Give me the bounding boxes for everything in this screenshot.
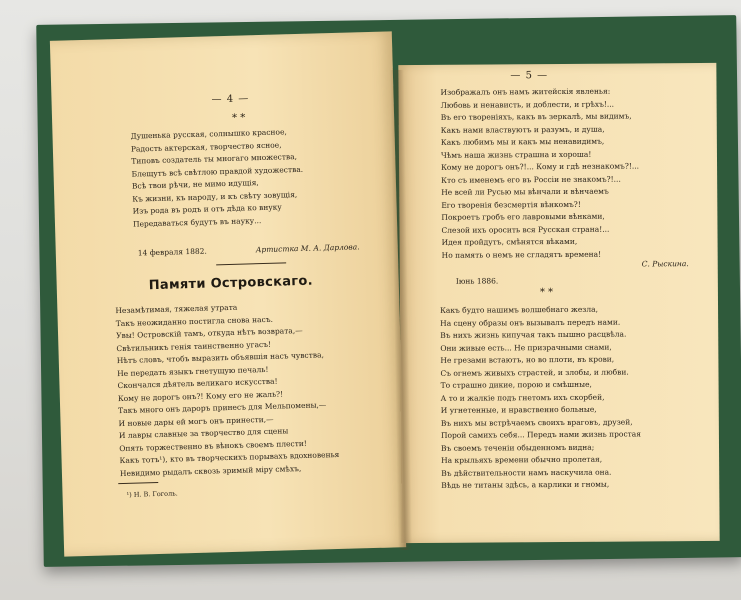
verse-line: Какъ любимъ мы и какъ мы ненавидимъ, — [440, 136, 605, 147]
verse-line: Къ жизни, къ народу, и къ свѣту зовущія, — [132, 189, 298, 204]
verse-line: Слезой ихъ оросить вся Русская страна!... — [441, 224, 610, 235]
poem-body — [115, 299, 340, 480]
poem-stanza — [440, 85, 639, 261]
verse-line: Какъ будто нашимъ волшебнаго жезла, — [440, 304, 598, 315]
verse-line: Порой самихъ себя... Передъ нами жизнь простая — [440, 429, 642, 440]
verse-line: Не передать языкъ гнетущую печаль! — [117, 364, 269, 378]
verse-line: Кому не дорогъ онъ?! Кому его не жаль?! — [117, 389, 284, 403]
footnote-divider — [118, 482, 158, 484]
verse-line: Какъ тотъ¹), кто въ творческихъ порывахъ вдохновенья — [119, 449, 340, 466]
verse-line: Невидимо рыдалъ сквозь зримый міру смѣхъ, — [119, 463, 302, 478]
page-number: — 4 — — [211, 93, 250, 106]
verse-line: Не грезами встаютъ, но во плоти, въ крови, — [440, 354, 615, 365]
verse-line: Идея пройдутъ, смѣнятся вѣками, — [441, 236, 578, 247]
footnote: ¹) Н. В. Гоголь. — [126, 489, 178, 499]
verse-line: Увы! Островскій тамъ, откуда нѣтъ возврата,— — [115, 325, 303, 341]
right-page — [398, 63, 719, 543]
stars-ornament: * * — [539, 287, 554, 299]
verse-line: На крыльяхъ времени обычно пролетая, — [441, 454, 603, 465]
left-page — [50, 31, 406, 556]
verse-line: Они живые есть... Не призрачными снами, — [440, 342, 612, 353]
signature: Артистка М. А. Дарлова. — [255, 242, 360, 255]
verse-line: А то и жалкіе подъ гнетомъ ихъ скорбей, — [440, 392, 605, 403]
verse-line: Покроетъ гробъ его лавровыми вѣнками, — [441, 211, 605, 222]
section-title: Памяти Островскаго. — [148, 273, 314, 294]
stars-ornament: * * — [231, 112, 246, 124]
verse-line: Въ своемъ теченіи обыденномъ видна; — [440, 442, 595, 453]
verse-line: Передаваться будутъ въ науку... — [132, 215, 262, 229]
verse-line: Изъ рода въ родъ и отъ дѣда ко внуку — [132, 202, 282, 216]
verse-line: То страшно дикие, порою и смѣшные, — [440, 379, 592, 390]
date-line: 14 февраля 1882. — [137, 246, 208, 258]
verse-line: Незамѣтимая, тяжелая утрата — [115, 302, 238, 316]
verse-line: Въ нихъ жизнь кипучая такъ пышно расцвѣла. — [440, 329, 627, 340]
verse-line: Кто съ именемъ его въ Россіи не знакомъ?!... — [441, 174, 621, 185]
verse-line: Въ дѣйствительности намъ наскучила она. — [441, 467, 612, 478]
poem-stanza — [130, 126, 304, 231]
verse-line: На сцену образы онъ вызывалъ передъ нами. — [440, 317, 621, 328]
verse-line: Типовъ создатель ты многаго множества, — [131, 152, 298, 166]
verse-line: И новые дары ей могъ онъ принести,— — [118, 414, 274, 428]
date-line: Іюнь 1886. — [455, 276, 499, 286]
verse-line: Свѣтильникъ генія таинственно угасъ! — [116, 339, 272, 353]
verse-line: Въ нихъ мы встрѣчаемъ своихъ враговъ, друзей, — [440, 416, 633, 428]
verse-line: Радость актерская, творчество ясное, — [130, 139, 282, 154]
verse-line: Вѣдь не титаны здѣсь, а карлики и гномы, — [441, 479, 610, 490]
verse-line: Такъ много онъ дароръ принесъ для Мельпомены,— — [118, 400, 327, 416]
verse-line: Кому не дорогъ онъ?!... Кому и гдѣ незнакомъ?!... — [441, 161, 640, 172]
verse-line: Блещутъ всѣ свѣтлою правдой художества. — [131, 164, 304, 179]
verse-line: Скончался дѣятель великаго искусства! — [117, 376, 278, 391]
verse-line: Въ его твореніяхъ, какъ въ зеркалѣ, мы видимъ, — [440, 111, 632, 122]
verse-line: Всѣ твои рѣчи, не мимо идущія, — [131, 178, 259, 191]
poem-body — [440, 303, 641, 492]
verse-line: Нѣтъ словъ, чтобъ выразить объявшія насъ чувства, — [116, 350, 325, 366]
verse-line: Любовь и ненависть, и доблести, и грѣхъ!... — [440, 99, 615, 110]
signature: С. Рыскина. — [641, 259, 689, 269]
verse-line: Съ огнемъ живыхъ страстей, и злобы, и любви. — [440, 367, 629, 378]
verse-line: И лавры славные за творчество для сцены — [118, 426, 289, 441]
verse-line: Такъ неожиданно постигла снова насъ. — [115, 314, 274, 328]
page-number: — 5 — — [510, 70, 549, 82]
divider — [216, 262, 286, 265]
verse-line: Какъ нами властвуютъ и разумъ, и душа, — [440, 124, 605, 135]
verse-line: Чѣмъ наша жизнь страшна и хороша! — [440, 149, 592, 160]
verse-line: Изображалъ онъ намъ житейскія явленья: — [440, 86, 611, 97]
verse-line: Опять торжественно въ вѣнокъ своемъ плести! — [119, 438, 307, 453]
verse-line: И угнетенные, и нравственно больные, — [440, 404, 597, 415]
verse-line: Душенька русская, солнышко красное, — [130, 127, 287, 141]
verse-line: Не всей ли Русью мы вѣнчали и вѣнчаемъ — [441, 186, 609, 197]
verse-line: Но память о немъ не сгладятъ времена! — [441, 249, 602, 260]
verse-line: Его творенія безсмертія вѣнкомъ?! — [441, 199, 581, 210]
